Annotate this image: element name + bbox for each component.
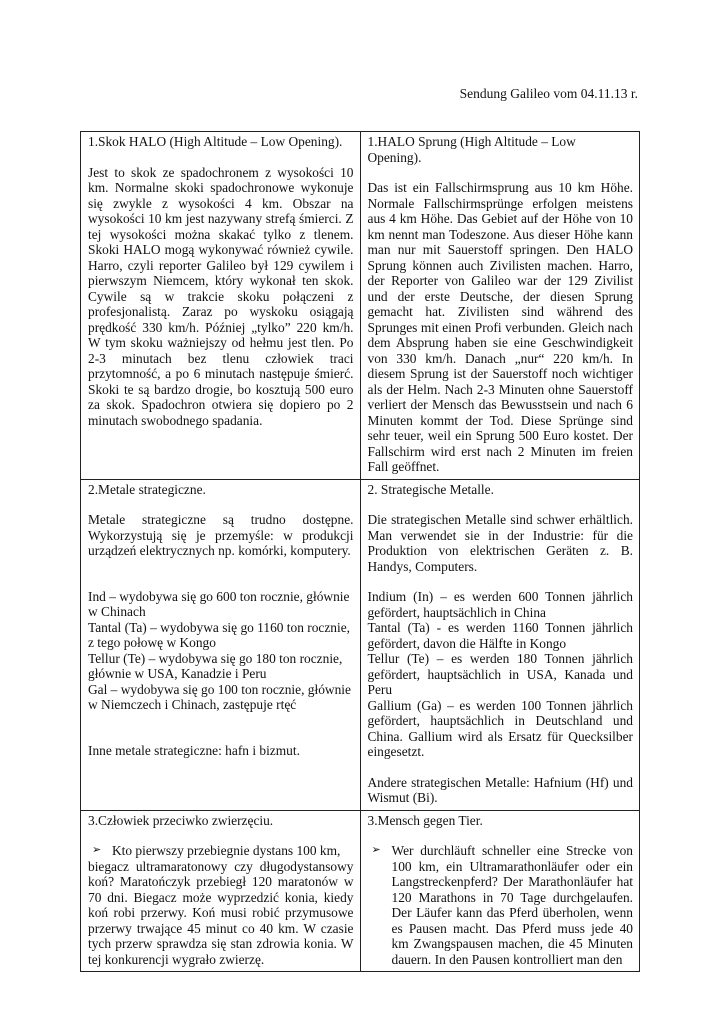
section-title: 1.HALO Sprung (High Altitude – Low Opening).	[367, 134, 576, 165]
bullet-item	[88, 843, 354, 859]
section-body: biegacz ultramaratonowy czy długodystansowy koń? Maratończyk przebiegł 120 maratonów w 70 dni. Biegacz może wyprzedzić konia, kiedy koń robi przerwy. Koń musi robić przymusowe przerwy trwające 45 minut co 40 km. W czasie tych przerw sprawdza się stan zdrowia konia. W tej konkurencji wygrało zwierzę.	[88, 858, 354, 967]
cell-polish-2	[81, 479, 361, 810]
list-item: Gal – wydobywa się go 100 ton rocznie, głównie w Niemczech i Chinach, zastępuje rtęć	[88, 681, 351, 712]
section-outro: Inne metale strategiczne: hafn i bizmut.	[88, 742, 300, 758]
document-header: Sendung Galileo vom 04.11.13 r.	[459, 86, 638, 101]
list-item: Tantal (Ta) - es werden 1160 Tonnen jährlich gefördert, davon die Hälfte in Kongo	[367, 620, 633, 651]
section-title: 1.Skok HALO (High Altitude – Low Opening).	[88, 134, 343, 149]
cell-german-3	[360, 810, 640, 972]
list-item: Tellur (Te) – es werden 180 Tonnen jährlich gefördert, hauptsächlich in USA, Kanada und Peru	[367, 651, 633, 697]
arrow-bullet-icon: ➢	[92, 844, 102, 856]
section-title: 3.Człowiek przeciwko zwierzęciu.	[88, 812, 274, 828]
cell-polish-1	[81, 132, 361, 480]
bullet-text: Kto pierwszy przebiegnie dystans 100 km,	[112, 843, 341, 858]
table-row	[81, 132, 640, 480]
cell-german-2	[360, 479, 640, 810]
section-intro: Die strategischen Metalle sind schwer erhältlich. Man verwendet sie in der Industrie: für die Produktion von elektrischen Geräten z. B. Handys, Computers.	[367, 512, 633, 574]
list-item: Gallium (Ga) – es werden 100 Tonnen jährlich gefördert, hauptsächlich in Deutschland und China. Gallium wird als Ersatz für Quecksilber eingesetzt.	[367, 697, 633, 759]
table-row	[81, 479, 640, 810]
arrow-bullet-icon: ➢	[371, 844, 381, 856]
section-title: 2.Metale strategiczne.	[88, 481, 206, 497]
list-item: Tantal (Ta) – wydobywa się go 1160 ton rocznie, z tego połowę w Kongo	[88, 619, 351, 650]
list-item: Tellur (Te) – wydobywa się go 180 ton rocznie, głównie w USA, Kanadzie i Peru	[88, 650, 343, 681]
section-outro: Andere strategischen Metalle: Hafnium (Hf) und Wismut (Bi).	[367, 774, 633, 805]
section-title: 2. Strategische Metalle.	[367, 481, 494, 497]
section-body: Das ist ein Fallschirmsprung aus 10 km Höhe. Normale Fallschirmsprünge erfolgen meistens aus 4 km Höhe. Das Gebiet auf der Höhe von 10 km nennt man Todeszone. Aus dieser Höhe kann man nur mit Sauerstoff springen. Den HALO Sprung können auch Zivilisten machen. Harro, der Reporter von Galileo war der 129 Zivilist und der erste Deutsche, der diesen Sprung gemacht hat. Zivilisten sind während des Sprunges mit einen Profi verbunden. Gleich nach dem Absprung haben sie eine Geschwindigkeit von 330 km/h. Danach „nur“ 220 km/h. In diesem Sprung ist der Sauerstoff noch wichtiger als der Helm. Nach 2-3 Minuten ohne Sauerstoff verliert der Mensch das Bewusstsein und nach 6 Minuten kommt der Tod. Diese Sprünge sind sehr teuer, weil ein Sprung 500 Euro kostet. Der Fallschirm wird erst nach 2 Minuten im freien Fall geöffnet.	[367, 180, 633, 474]
section-title: 3.Mensch gegen Tier.	[367, 812, 483, 828]
list-item: Ind – wydobywa się go 600 ton rocznie, głównie w Chinach	[88, 588, 350, 619]
section-body: Jest to skok ze spadochronem z wysokości 10 km. Normalne skoki spadochronowe wykonuje się zwykle z wysokości 4 km. Obszar na wysokości 10 km jest nazywany strefą śmierci. Z tej wysokości można skakać tylko z tlenem. Skoki HALO mogą wykonywać również cywile. Harro, czyli reporter Galileo był 129 cywilem i pierwszym Niemcem, który wykonał ten skok. Cywile są w trakcie skoku połączeni z profesjonalistą. Zaraz po wyskoku osiągają prędkość 330 km/h. Później „tylko” 220 km/h. W tym skoku ważniejszy od hełmu jest tlen. Po 2-3 minutach bez tlenu człowiek traci przytomność, a po 6 minutach następuje śmierć. Skoki te są bardzo drogie, bo kosztują 500 euro za skok. Spadochron otwiera się dopiero po 2 minutach swobodnego spadania.	[88, 164, 354, 428]
bullet-text: Wer durchläuft schneller eine Strecke von 100 km, ein Ultramarathonläufer oder ein Langstreckenpferd? Der Marathonläufer hat 120 Marathons in 70 Tage durchgelaufen. Der Läufer kann das Pferd überholen, wenn es Pausen macht. Das Pferd muss jede 40 km Zwangspausen machen, die 45 Minuten dauern. In den Pausen kontrolliert man den	[391, 843, 633, 967]
translation-table	[80, 131, 640, 972]
cell-polish-3	[81, 810, 361, 972]
table-row	[81, 810, 640, 972]
list-item: Indium (In) – es werden 600 Tonnen jährlich gefördert, hauptsächlich in China	[367, 589, 633, 620]
cell-german-1	[360, 132, 640, 480]
section-intro: Metale strategiczne są trudno dostępne. Wykorzystują się je przemyśle: w produkcji urządzeń elektrycznych np. komórki, komputery.	[88, 512, 354, 558]
bullet-item	[368, 843, 634, 967]
